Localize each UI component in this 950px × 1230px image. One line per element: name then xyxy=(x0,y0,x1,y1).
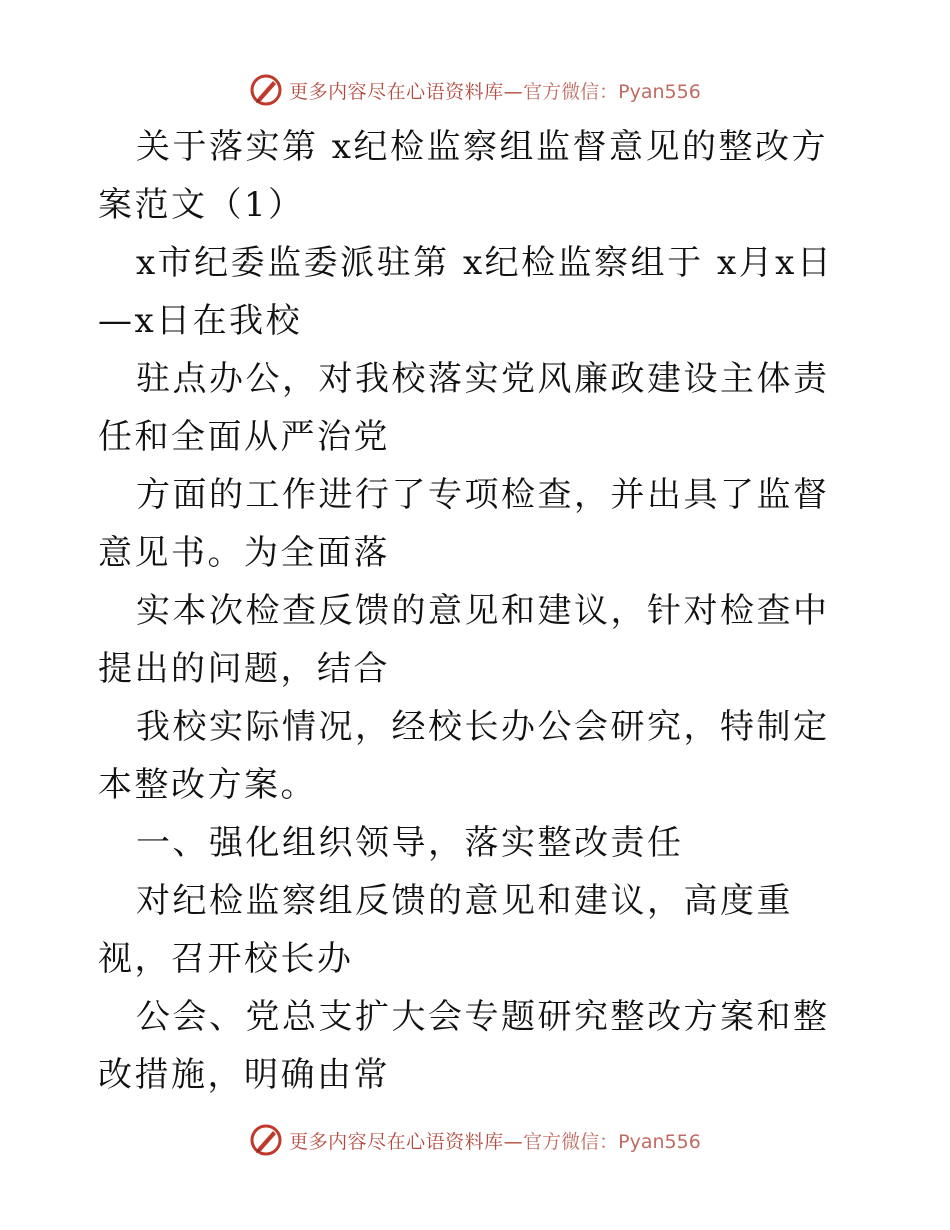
paragraph: 我校实际情况，经校长办公会研究，特制定本整改方案。 xyxy=(98,707,830,805)
paragraph: 实本次检查反馈的意见和建议，针对检查中提出的问题，结合 xyxy=(98,591,830,689)
paragraph: 公会、党总支扩大会专题研究整改方案和整改措施，明确由常 xyxy=(98,997,830,1095)
paragraph: 驻点办公，对我校落实党风廉政建设主体责任和全面从严治党 xyxy=(98,359,830,457)
header-watermark xyxy=(0,70,950,110)
pen-logo-icon xyxy=(249,73,283,107)
paragraph: 对纪检监察组反馈的意见和建议，高度重视，召开校长办 xyxy=(98,881,793,979)
pen-logo-icon xyxy=(249,1123,283,1157)
paragraph: x市纪委监委派驻第 x纪检监察组于 x月x日—x日在我校 xyxy=(98,243,834,341)
watermark-contact: 官方微信：Pyan556 xyxy=(523,1130,701,1153)
footer-watermark xyxy=(0,1120,950,1160)
watermark-text: 更多内容尽在心语资料库— xyxy=(289,1130,524,1153)
document-body xyxy=(98,118,858,1104)
watermark-text: 更多内容尽在心语资料库— xyxy=(289,80,524,103)
section-heading: 一、强化组织领导，落实整改责任 xyxy=(136,823,684,863)
document-title: 关于落实第 x纪检监察组监督意见的整改方案范文（1） xyxy=(98,127,828,225)
paragraph: 方面的工作进行了专项检查，并出具了监督意见书。为全面落 xyxy=(98,475,830,573)
watermark-contact: 官方微信：Pyan556 xyxy=(523,80,701,103)
